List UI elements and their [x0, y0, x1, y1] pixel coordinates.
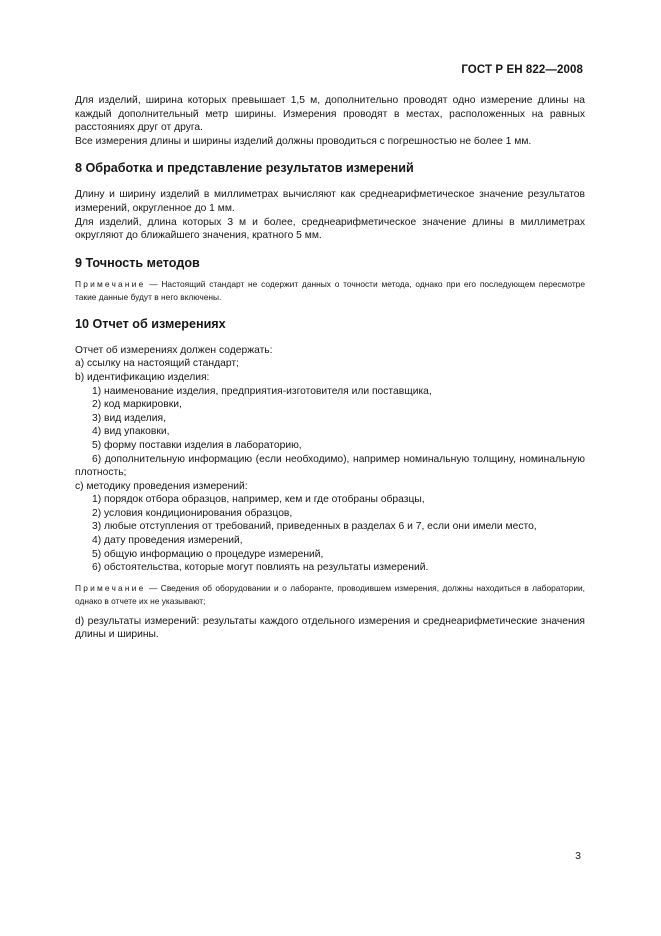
note-label: Примечание [75, 278, 146, 289]
list-item-b-4: 4) вид упаковки, [92, 426, 170, 438]
section-10-note [75, 582, 585, 608]
list-item-b-5: 5) форму поставки изделия в лабораторию, [92, 439, 302, 451]
list-item-c: c) методику проведения измерений: [75, 480, 248, 492]
list-item-c-2: 2) условия кондиционирования образцов, [92, 507, 293, 519]
list-item-b-6: 6) дополнительную информацию (если необходимо), например номинальную толщину, номинальную плотность; [75, 453, 585, 479]
section-8-paragraph-1: Длину и ширину изделий в миллиметрах вычисляют как среднеарифметическое значение результатов измерений, округленное до 1 мм. [75, 189, 585, 214]
list-item-c-1: 1) порядок отбора образцов, например, кем и где отобраны образцы, [92, 494, 425, 506]
list-item-b-1: 1) наименование изделия, предприятия-изготовителя или поставщика, [92, 385, 432, 397]
page-number: 3 [575, 850, 581, 862]
section-10-title: 10 Отчет об измерениях [75, 316, 226, 331]
section-8-title: 8 Обработка и представление результатов измерений [75, 161, 414, 176]
list-c-subitems [75, 493, 585, 575]
section-10-lead: Отчет об измерениях должен содержать: [75, 344, 273, 356]
list-item-a: a) ссылку на настоящий стандарт; [75, 358, 239, 370]
list-item-c-6: 6) обстоятельства, которые могут повлиять на результаты измерений. [92, 562, 429, 574]
list-item-c-5: 5) общую информацию о процедуре измерений, [92, 548, 324, 560]
note-label: Примечание [75, 582, 146, 593]
intro-paragraph-1: Для изделий, ширина которых превышает 1,5 м, дополнительно проводят одно измерение длины на каждый дополнительный метр ширины. Измерения проводят в местах, расположенных на равных расстояниях друг от друга. [75, 95, 585, 134]
list-item-b-2: 2) код маркировки, [92, 399, 182, 411]
list-item-c-3: 3) любые отступления от требований, приведенных в разделах 6 и 7, если они имели место, [92, 521, 537, 533]
section-8-paragraph-2: Для изделий, длина которых 3 м и более, среднеарифметическое значение длины в миллиметрах округляют до ближайшего значения, кратного 5 мм. [75, 216, 585, 242]
list-item-d: d) результаты измерений: результаты каждого отдельного измерения и среднеарифметические значения длины и ширины. [75, 615, 585, 641]
note-text: — Настоящий стандарт не содержит данных о точности метода, однако при его последующем пересмотре такие данные будут в него включены. [75, 278, 585, 302]
intro-paragraph-2: Все измерения длины и ширины изделий должны проводиться с погрешностью не более 1 мм. [75, 135, 532, 147]
list-b-subitems [75, 385, 585, 480]
list-item-c-4: 4) дату проведения измерений, [92, 535, 243, 547]
section-9-title: 9 Точность методов [75, 255, 200, 270]
document-body [75, 94, 585, 642]
note-text: — Сведения об оборудовании и о лаборанте, проводившем измерения, должны находиться в лаборатории, однако в отчете их не указывают; [75, 582, 585, 606]
list-item-b-3: 3) вид изделия, [92, 412, 166, 424]
list-item-b: b) идентификацию изделия: [75, 371, 210, 383]
document-header: ГОСТ Р ЕН 822—2008 [461, 64, 583, 76]
section-9-note [75, 278, 585, 304]
